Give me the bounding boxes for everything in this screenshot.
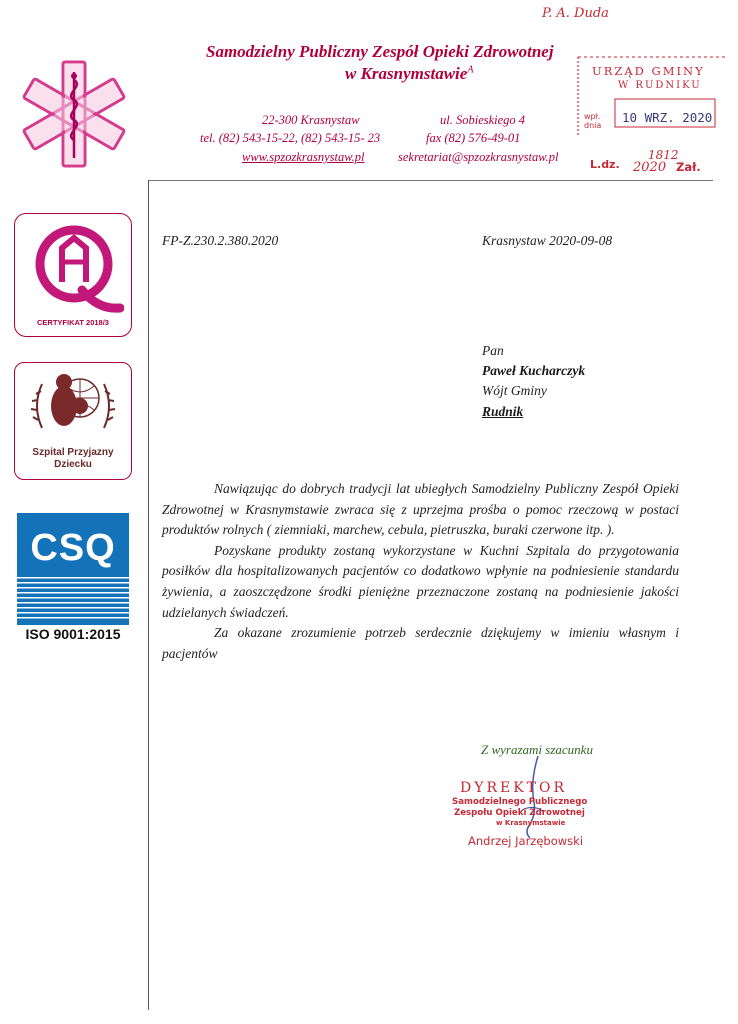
quality-q-logo	[24, 218, 124, 318]
street-address: ul. Sobieskiego 4	[440, 113, 526, 127]
signature-line-3: w Krasnymstawie	[496, 819, 566, 827]
recipient-name: Paweł Kucharczyk	[482, 363, 586, 378]
handwritten-annotation: P. A. Duda	[542, 6, 609, 21]
csq-logo	[17, 513, 129, 625]
website-url[interactable]: www.spzozkrasnystaw.pl	[242, 150, 365, 164]
fax-number: fax (82) 576-49-01	[426, 131, 521, 145]
organization-name: Samodzielny Publiczny Zespół Opieki Zdrowotnej	[206, 42, 554, 61]
signature-line-2: Zespołu Opieki Zdrowotnej	[454, 808, 585, 818]
letter-body	[162, 479, 679, 664]
csq-stripes	[17, 577, 129, 621]
email-address: sekretariat@spzozkrasnystaw.pl	[398, 150, 559, 164]
organization-superscript: A	[467, 64, 474, 76]
stamp-attach-label: Zał.	[676, 160, 701, 174]
margin-rule	[148, 180, 149, 1010]
organization-location-text: w Krasnymstawie	[345, 64, 468, 83]
recipient-town: Rudnik	[482, 404, 524, 419]
stamp-office-location: W RUDNIKU	[618, 80, 702, 91]
organization-location	[345, 64, 473, 84]
phone-numbers: tel. (82) 543-15-22, (82) 543-15- 23	[200, 131, 381, 145]
stamp-ref-label: L.dz.	[590, 158, 620, 171]
iso-certification-label: ISO 9001:2015	[25, 626, 121, 642]
baby-friendly-label	[14, 447, 132, 471]
csq-text: CSQ	[30, 527, 116, 569]
signature-line-1: Samodzielnego Publicznego	[452, 797, 588, 807]
baby-friendly-label-line1: Szpital Przyjazny	[32, 447, 114, 458]
postal-address: 22-300 Krasnystaw	[262, 113, 360, 127]
website-link[interactable]	[242, 150, 364, 165]
recipient-salutation: Pan	[482, 343, 504, 358]
body-paragraph-2: Pozyskane produkty zostaną wykorzystane w Kuchni Szpitala do przygotowania posiłków dla hospitalizowanych pacjentów co dodatkowo wpłynie na podniesienie standardu żywienia, a zaoszczędzone środki pieniężne przeznaczone zostaną na podniesienie jakości udzielanych świadczeń.	[162, 542, 679, 620]
closing-regards: Z wyrazami szacunku	[481, 742, 593, 757]
stamp-office-name: URZĄD GMINY	[592, 64, 705, 78]
stamp-ref-number: 1812	[648, 148, 679, 162]
signature-director-name: Andrzej Jarzębowski	[468, 834, 584, 848]
signature-director-title: DYREKTOR	[460, 780, 568, 796]
certificate-label: CERTYFIKAT 2018/3	[37, 318, 109, 327]
recipient-title: Wójt Gminy	[482, 383, 547, 398]
body-paragraph-3: Za okazane zrozumienie potrzeb serdecznie dziękujemy w imieniu własnym i pacjentów	[162, 625, 679, 661]
stamp-received-date: 10 WRZ. 2020	[622, 110, 713, 125]
stamp-ref-year: 2020	[633, 160, 667, 175]
body-paragraph-1: Nawiązując do dobrych tradycji lat ubiegłych Samodzielny Publiczny Zespół Opieki Zdrowotnej w Krasnymstawie zwraca się z uprzejma prośba o pomoc rzeczową w postaci produktów rolnych ( ziemniaki, marchew, cebula, pietruszka, buraki czerwone itp. ).	[162, 481, 679, 538]
header-divider	[148, 180, 713, 181]
star-of-life-logo	[18, 58, 130, 170]
letter-reference-number: FP-Z.230.2.380.2020	[162, 233, 279, 248]
stamp-received-label: wpł. dnia	[584, 112, 602, 130]
baby-friendly-label-line2: Dziecku	[54, 459, 92, 470]
letter-place-date: Krasnystaw 2020-09-08	[482, 233, 613, 248]
baby-friendly-logo	[28, 366, 118, 446]
